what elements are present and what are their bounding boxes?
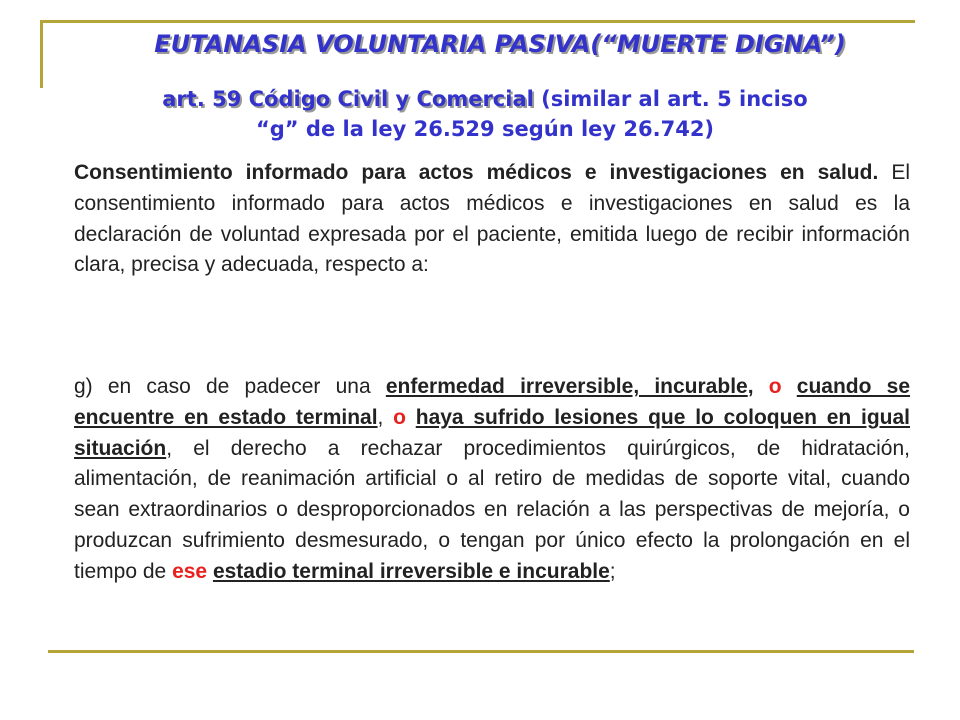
slide-subtitle: [60, 84, 910, 144]
underlined-lesiones: haya sufrido lesiones que lo coloquen en igual situación: [74, 405, 910, 460]
left-rule: [40, 20, 43, 88]
red-ese: ese: [172, 559, 208, 583]
inciso-g-body: , el derecho a rechazar procedimientos quirúrgicos, de hidratación, alimentación, de reanimación artificial o al retiro de medidas de soporte vital, cuando sean extraordinarios o desproporcionados en relación a las perspectivas de mejoría, o produzcan sufrimiento desmesurado, o tengan por único efecto la prolongación en el tiempo de: [74, 436, 910, 583]
comma-1: ,: [747, 375, 754, 398]
paragraph-inciso-g: [74, 372, 910, 588]
paragraph-consent-text: El consentimiento informado para actos médicos e investigaciones en salud es la declaración de voluntad expresada por el paciente, emitida luego de recibir información clara, precisa y adecuada, respecto a:: [74, 161, 910, 277]
slide-title: EUTANASIA VOLUNTARIA PASIVA(“MUERTE DIGNA”): [154, 30, 846, 58]
underlined-terminal: cuando se encuentre en estado terminal: [74, 375, 911, 429]
red-o-2: o: [383, 405, 416, 429]
paragraph-consent: [74, 158, 910, 281]
inciso-g-intro: g) en caso de padecer una: [74, 375, 386, 398]
comma-2: ,: [377, 405, 384, 429]
underlined-estadio: estadio terminal irreversible e incurable: [212, 559, 610, 583]
red-o-1: o: [753, 375, 797, 398]
paragraph-consent-heading: Consentimiento informado para actos médicos e investigaciones en salud.: [74, 161, 879, 184]
subtitle-reference-1: (similar al art. 5 inciso: [533, 87, 808, 111]
subtitle-article: art. 59 Código Civil y Comercial: [162, 87, 534, 111]
subtitle-reference-2: “g” de la ley 26.529 según ley 26.742): [255, 117, 715, 141]
top-rule: [40, 20, 915, 23]
bottom-rule: [48, 650, 914, 653]
semicolon: ;: [609, 559, 616, 583]
underlined-irreversible: enfermedad irreversible, incurable: [385, 375, 748, 398]
